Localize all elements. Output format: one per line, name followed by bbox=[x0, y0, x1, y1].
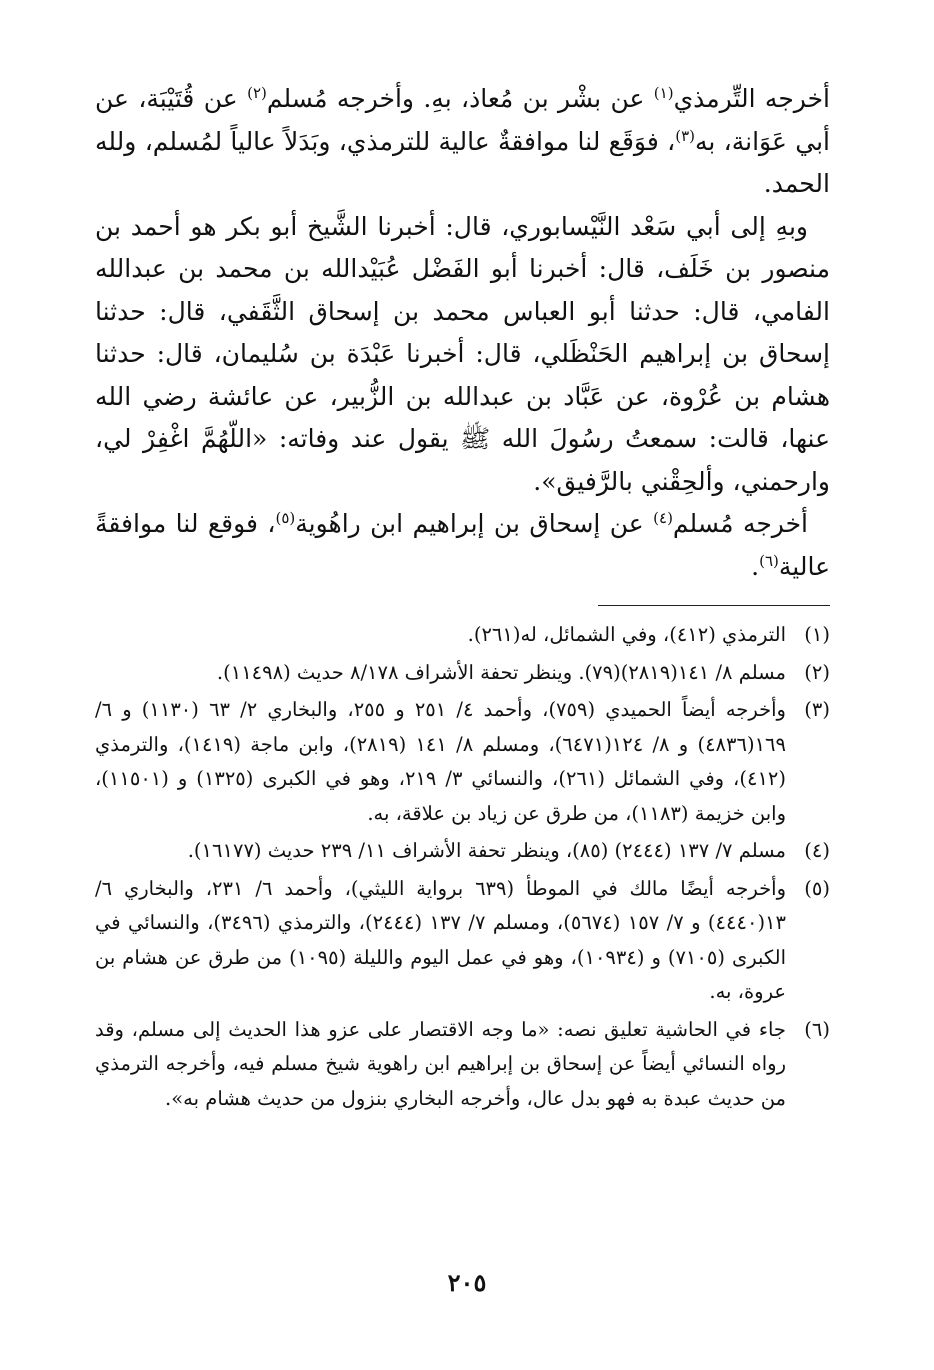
footnote-text: مسلم ٨/ ١٤١(٢٨١٩)(٧٩). وينظر تحفة الأشراف ٨/١٧٨ حديث (١١٤٩٨). bbox=[216, 660, 786, 684]
footnote-text: وأخرجه أيضًا مالك في الموطأ (٦٣٩ برواية الليثي)، وأحمد ٦/ ٢٣١، والبخاري ٦/ ١٣(٤٤٤٠) و ٧/ ١٥٧ (٥٦٧٤)، ومسلم ٧/ ١٣٧ (٢٤٤٤)، والترمذي (٣٤٩٦)، والنسائي في الكبرى (٧١٠٥) و (١٠٩٣٤)، وهو في عمل اليوم والليلة (١٠٩٥) من طرق عن هشام بن عروة، به. bbox=[95, 876, 786, 1003]
paragraph bbox=[95, 503, 830, 588]
text-run: ، فوقع لنا موافقةً عالية bbox=[95, 509, 830, 581]
footnote bbox=[95, 834, 830, 869]
text-run: عن بشْر بن مُعاذ، بهِ. وأخرجه مُسلم bbox=[266, 84, 654, 113]
text-run: أخرجه مُسلم bbox=[672, 509, 808, 538]
page-number: ٢٠٥ bbox=[447, 1268, 487, 1297]
footnote bbox=[95, 656, 830, 691]
footnote bbox=[95, 693, 830, 831]
footnote-ref[interactable]: (٦) bbox=[759, 551, 779, 570]
paragraph bbox=[95, 78, 830, 206]
footnote-text: الترمذي (٤١٢)، وفي الشمائل، له(٢٦١). bbox=[467, 623, 786, 646]
text-run: ، فوَقَع لنا موافقةٌ عالية للترمذي، وبَدَلاً عالياً لمُسلم، ولله الحمد. bbox=[95, 126, 830, 198]
footnote bbox=[95, 1013, 830, 1117]
footnote-ref[interactable]: (٣) bbox=[675, 126, 695, 145]
footnote-text: وأخرجه أيضاً الحميدي (٧٥٩)، وأحمد ٤/ ٢٥١ و ٢٥٥، والبخاري ٢/ ٦٣ (١١٣٠) و ٦/ ١٦٩(٤٨٣٦) و ٨/ ١٢٤(٦٤٧١)، ومسلم ٨/ ١٤١ (٢٨١٩)، وابن ماجة (١٤١٩)، والترمذي (٤١٢)، وفي الشمائل (٢٦١)، والنسائي ٣/ ٢١٩، وهو في الكبرى (١٣٢٥) و (١١٥٠١)، وابن خزيمة (١١٨٣)، من طرق عن زياد بن علاقة، به. bbox=[95, 698, 786, 825]
footnotes bbox=[95, 618, 830, 1116]
footnote-separator bbox=[598, 605, 830, 606]
footnote-text: جاء في الحاشية تعليق نصه: «ما وجه الاقتصار على عزو هذا الحديث إلى مسلم، وقد رواه النسائي أيضاً عن إسحاق بن إبراهيم ابن راهوية شيخ مسلم فيه، وأخرجه الترمذي من حديث عبدة به فهو بدل عال، وأخرجه البخاري بنزول من حديث هشام به». bbox=[95, 1017, 786, 1110]
footnote bbox=[95, 872, 830, 1010]
footnote-number: (٦) bbox=[804, 1017, 830, 1041]
page-content bbox=[95, 78, 830, 1119]
footnote-number: (٣) bbox=[804, 698, 830, 721]
footnote-number: (٥) bbox=[804, 876, 830, 900]
footnote-text: مسلم ٧/ ١٣٧ (٢٤٤٤) (٨٥)، وينظر تحفة الأشراف ١١/ ٢٣٩ حديث (١٦١٧٧). bbox=[187, 839, 786, 862]
text-run: عن إسحاق بن إبراهيم ابن راهُوية bbox=[295, 509, 654, 538]
footnote-ref[interactable]: (١) bbox=[653, 84, 674, 102]
footnote-separator-area bbox=[95, 588, 830, 616]
text-run: . bbox=[751, 551, 760, 581]
main-text bbox=[95, 78, 830, 588]
footnote-ref[interactable]: (٥) bbox=[275, 509, 296, 527]
footnote-number: (٢) bbox=[804, 660, 830, 684]
footnote-ref[interactable]: (٢) bbox=[247, 84, 267, 102]
text-run: وبهِ إلى أبي سَعْد النَّيْسابوري، قال: أخبرنا الشَّيخ أبو بكر هو أحمد بن منصور بن خَلَف، قال: أخبرنا أبو الفَضْل عُبَيْدالله بن محمد بن عبدالله الفامي، قال: حدثنا أبو العباس محمد بن إسحاق الثَّقَفي، قال: حدثنا إسحاق بن إبراهيم الحَنْظَلي، قال: أخبرنا عَبْدَة بن سُليمان، قال: حدثنا هشام بن عُرْوة، عن عَبَّاد بن عبدالله بن الزُّبير، عن عائشة رضي الله عنها، قالت: سمعتُ رسُولَ الله ﷺ يقول عند وفاته: «اللّهُمَّ اغْفِرْ لي، وارحمني، وألحِقْني بالرَّفيق». bbox=[95, 211, 830, 496]
text-run: أخرجه التِّرمذي bbox=[673, 84, 830, 113]
paragraph bbox=[95, 206, 830, 504]
footnote bbox=[95, 618, 830, 653]
text-run: عن قُتَيْبَة، عن أبي عَوَانة، به bbox=[95, 84, 830, 156]
footnote-number: (٤) bbox=[804, 839, 830, 862]
footnote-ref[interactable]: (٤) bbox=[653, 509, 673, 527]
footnote-number: (١) bbox=[804, 623, 830, 646]
